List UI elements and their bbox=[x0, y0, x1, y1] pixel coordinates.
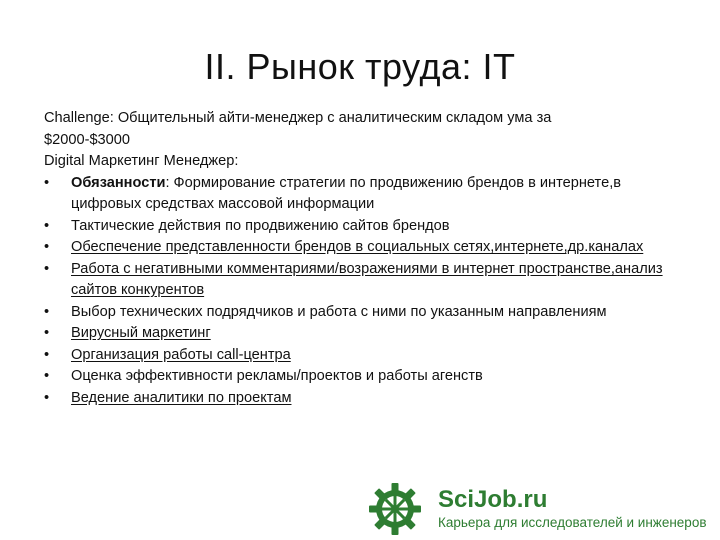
bullet-icon: • bbox=[44, 325, 50, 341]
bullet-icon: • bbox=[44, 217, 50, 234]
logo-name: SciJob.ru bbox=[438, 486, 548, 513]
list-item-text: : Формирование стратегии по продвижению брендов в интернете,в цифровых средствах массовой информации bbox=[71, 174, 622, 212]
bullet-icon: • bbox=[44, 346, 50, 363]
slide-body bbox=[44, 108, 684, 409]
gear-icon bbox=[368, 482, 422, 536]
list-item-text: Обеспечение представленности брендов в социальных сетях,интернете,др.каналах bbox=[71, 239, 644, 255]
list-item-text: Вирусный маркетинг bbox=[71, 325, 211, 341]
logo-tagline: Карьера для исследователей и инженеров bbox=[438, 515, 707, 530]
list-item bbox=[44, 323, 684, 345]
bullet-icon: • bbox=[44, 303, 50, 320]
list-item-text: Тактические действия по продвижению сайтов брендов bbox=[71, 217, 450, 234]
list-item bbox=[44, 302, 684, 324]
bullet-icon: • bbox=[44, 174, 50, 191]
challenge-text: Общительный айти-менеджер с аналитическим складом ума за bbox=[113, 110, 552, 126]
list-item bbox=[44, 216, 684, 238]
bullet-icon: • bbox=[44, 368, 50, 384]
slide-title: II. Рынок труда: IT bbox=[204, 46, 516, 87]
list-item-text: Работа с негативными комментариями/возражениями в интернет пространстве,анализ сайтов конкурентов bbox=[71, 260, 663, 298]
list-item bbox=[44, 237, 684, 259]
role-title: Digital Маркетинг Менеджер: bbox=[44, 153, 239, 169]
list-item-text: Ведение аналитики по проектам bbox=[71, 389, 292, 406]
list-item bbox=[44, 259, 684, 302]
challenge-salary: $2000-$3000 bbox=[44, 131, 131, 148]
bullet-icon: • bbox=[44, 389, 50, 406]
duties-label: Обязанности bbox=[71, 174, 166, 191]
list-item bbox=[44, 366, 684, 388]
list-item-text: Выбор технических подрядчиков и работа с ними по указанным направлениям bbox=[71, 303, 607, 320]
challenge-label: Challenge: bbox=[44, 110, 114, 126]
list-item bbox=[44, 345, 684, 367]
bullet-icon: • bbox=[44, 239, 50, 255]
list-item bbox=[44, 388, 684, 410]
list-item-text: Организация работы call-центра bbox=[71, 346, 291, 363]
bullet-icon: • bbox=[44, 260, 50, 277]
list-item-text: Оценка эффективности рекламы/проектов и работы агенств bbox=[71, 368, 483, 384]
list-item bbox=[44, 173, 684, 216]
challenge-line bbox=[44, 108, 684, 130]
scijob-logo bbox=[368, 482, 713, 536]
duties-list bbox=[44, 173, 684, 410]
